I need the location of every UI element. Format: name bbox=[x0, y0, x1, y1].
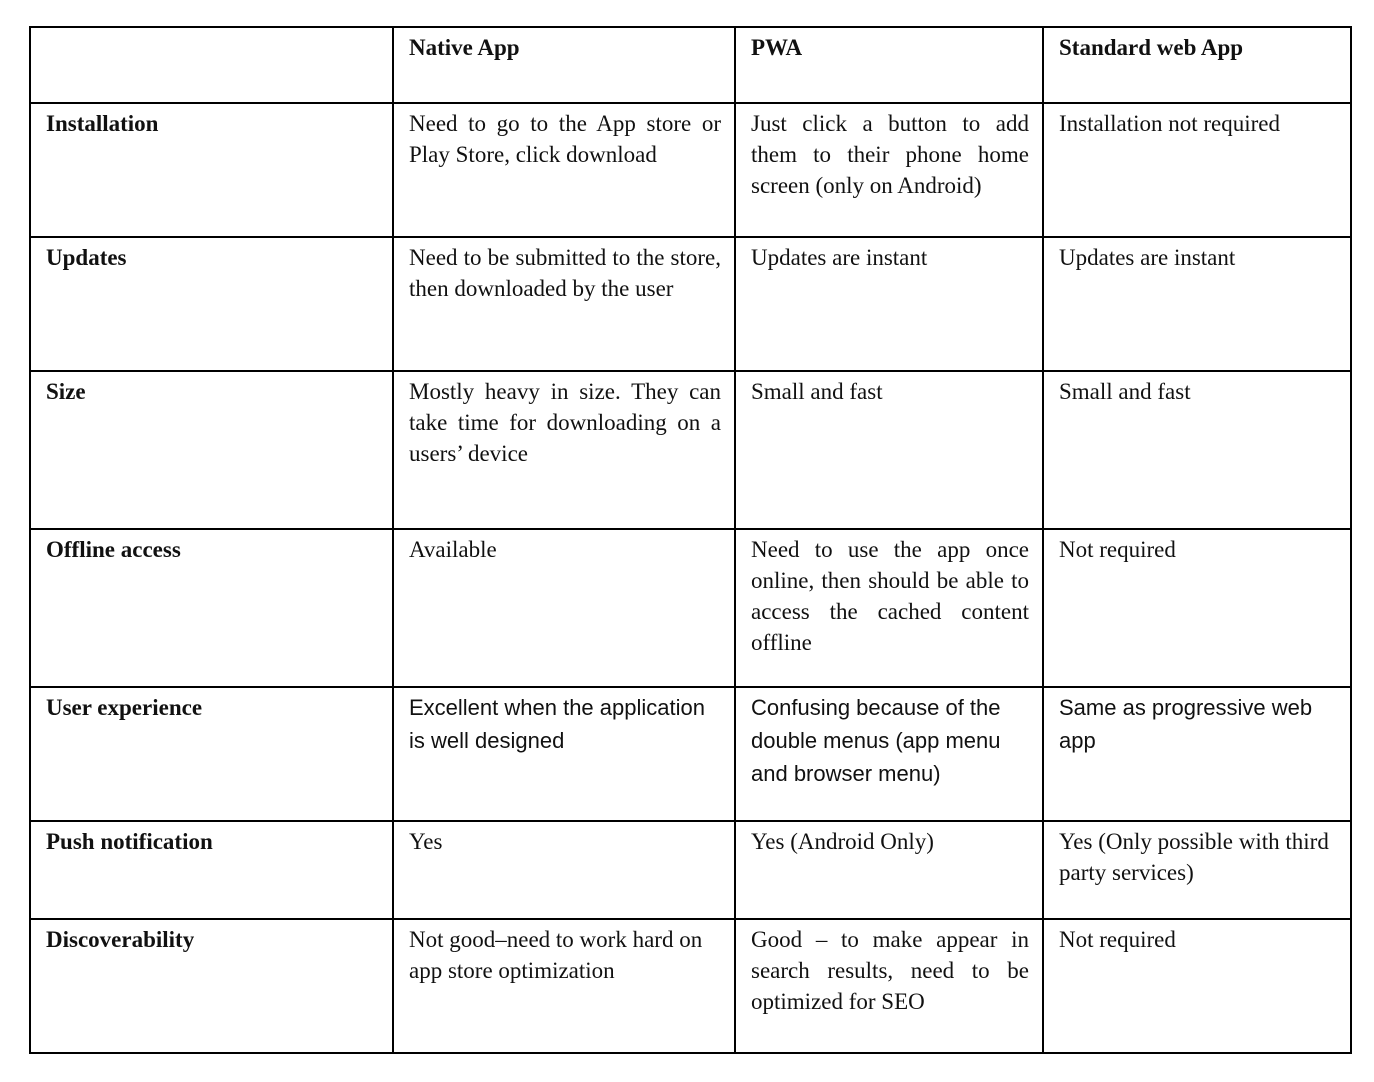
table-row bbox=[30, 919, 1351, 1053]
cell-pwa: Just click a button to add them to their phone home screen (only on Android) bbox=[735, 103, 1043, 237]
row-label-push-notification: Push notification bbox=[30, 821, 393, 919]
row-label-updates: Updates bbox=[30, 237, 393, 371]
cell-web: Not required bbox=[1043, 529, 1351, 687]
cell-web: Installation not required bbox=[1043, 103, 1351, 237]
cell-web: Not required bbox=[1043, 919, 1351, 1053]
table-row bbox=[30, 821, 1351, 919]
cell-native: Available bbox=[393, 529, 735, 687]
cell-native: Need to go to the App store or Play Store, click download bbox=[393, 103, 735, 237]
header-cell-native-app: Native App bbox=[393, 27, 735, 103]
cell-web: Updates are instant bbox=[1043, 237, 1351, 371]
cell-pwa: Confusing because of the double menus (app menu and browser menu) bbox=[735, 687, 1043, 821]
row-label-size: Size bbox=[30, 371, 393, 529]
cell-pwa: Yes (Android Only) bbox=[735, 821, 1043, 919]
cell-native: Yes bbox=[393, 821, 735, 919]
table-row bbox=[30, 687, 1351, 821]
header-cell-standard-web-app: Standard web App bbox=[1043, 27, 1351, 103]
cell-native: Excellent when the application is well designed bbox=[393, 687, 735, 821]
header-cell-empty bbox=[30, 27, 393, 103]
row-label-offline-access: Offline access bbox=[30, 529, 393, 687]
cell-pwa: Good – to make appear in search results, need to be optimized for SEO bbox=[735, 919, 1043, 1053]
header-row bbox=[30, 27, 1351, 103]
row-label-installation: Installation bbox=[30, 103, 393, 237]
table-row bbox=[30, 371, 1351, 529]
table-row bbox=[30, 529, 1351, 687]
comparison-table bbox=[29, 26, 1352, 1054]
cell-pwa: Small and fast bbox=[735, 371, 1043, 529]
cell-web: Yes (Only possible with third party services) bbox=[1043, 821, 1351, 919]
cell-native: Need to be submitted to the store, then downloaded by the user bbox=[393, 237, 735, 371]
table-row bbox=[30, 103, 1351, 237]
table-row bbox=[30, 237, 1351, 371]
row-label-discoverability: Discoverability bbox=[30, 919, 393, 1053]
row-label-user-experience: User experience bbox=[30, 687, 393, 821]
cell-pwa: Updates are instant bbox=[735, 237, 1043, 371]
cell-pwa: Need to use the app once online, then should be able to access the cached content offline bbox=[735, 529, 1043, 687]
header-cell-pwa: PWA bbox=[735, 27, 1043, 103]
cell-web: Same as progressive web app bbox=[1043, 687, 1351, 821]
cell-native: Not good–need to work hard on app store optimization bbox=[393, 919, 735, 1053]
cell-native: Mostly heavy in size. They can take time for downloading on a users’ device bbox=[393, 371, 735, 529]
cell-web: Small and fast bbox=[1043, 371, 1351, 529]
